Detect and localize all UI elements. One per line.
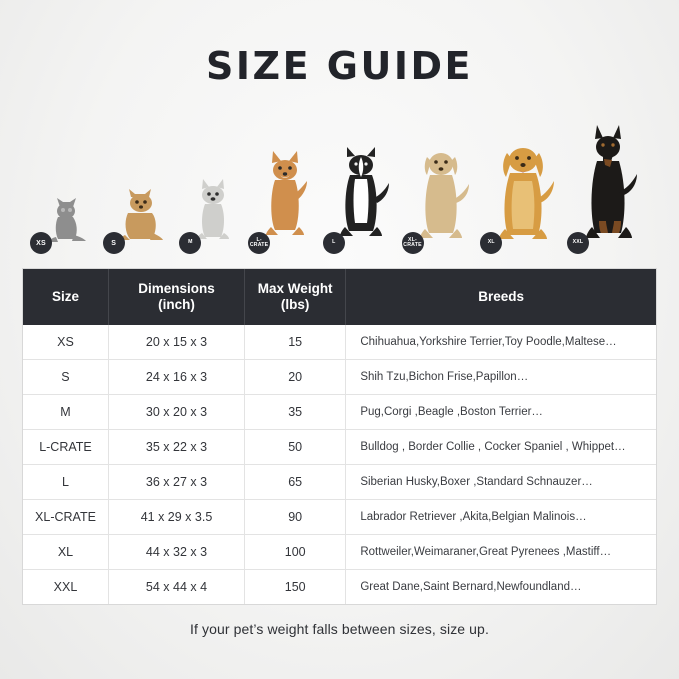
badge-xs: XS: [30, 232, 52, 254]
table-row: [23, 360, 656, 395]
header-weight-line1: Max Weight: [257, 281, 333, 296]
cell-dimensions: 20 x 15 x 3: [108, 325, 244, 360]
cell-weight: 15: [245, 325, 346, 360]
cell-weight: 65: [245, 465, 346, 500]
pet-silhouette-row: [18, 110, 661, 250]
badge-l: L: [323, 232, 345, 254]
table-header: [23, 269, 656, 325]
cell-breeds: Shih Tzu,Bichon Frise,Papillon…: [346, 360, 656, 395]
header-max-weight: [245, 269, 346, 325]
cell-size: XL: [23, 535, 108, 570]
table-row: [23, 325, 656, 360]
cell-weight: 150: [245, 570, 346, 605]
cell-dimensions: 44 x 32 x 3: [108, 535, 244, 570]
cell-dimensions: 54 x 44 x 4: [108, 570, 244, 605]
table-row: [23, 570, 656, 605]
cell-size: XL-CRATE: [23, 500, 108, 535]
french-bulldog-silhouette: [189, 177, 237, 250]
cell-breeds: Chihuahua,Yorkshire Terrier,Toy Poodle,Maltese…: [346, 325, 656, 360]
size-table: [23, 269, 656, 604]
footnote: If your pet’s weight falls between sizes, size up.: [190, 621, 489, 638]
cell-breeds: Labrador Retriever ,Akita,Belgian Malinois…: [346, 500, 656, 535]
table-row: [23, 465, 656, 500]
header-dimensions-line1: Dimensions: [138, 281, 215, 296]
cell-weight: 50: [245, 430, 346, 465]
pet-xl-crate: [403, 143, 470, 250]
cell-size: M: [23, 395, 108, 430]
size-table-wrapper: [22, 268, 657, 605]
cell-breeds: Great Dane,Saint Bernard,Newfoundland…: [346, 570, 656, 605]
header-size: Size: [23, 269, 108, 325]
pet-s: [113, 183, 169, 250]
cell-size: L-CRATE: [23, 430, 108, 465]
table-header-row: [23, 269, 656, 325]
badge-s: S: [103, 232, 125, 254]
table-body: [23, 325, 656, 604]
badge-xl: XL: [480, 232, 502, 254]
cell-weight: 90: [245, 500, 346, 535]
shiba-inu-silhouette: [249, 149, 312, 250]
badge-m: M: [179, 232, 201, 254]
table-row: [23, 395, 656, 430]
cell-size: L: [23, 465, 108, 500]
table-row: [23, 535, 656, 570]
cell-dimensions: 30 x 20 x 3: [108, 395, 244, 430]
pet-xxl: [572, 125, 639, 250]
labrador-silhouette: [403, 143, 470, 250]
cell-dimensions: 36 x 27 x 3: [108, 465, 244, 500]
cell-weight: 35: [245, 395, 346, 430]
cell-breeds: Rottweiler,Weimaraner,Great Pyrenees ,Mastiff…: [346, 535, 656, 570]
border-collie-silhouette: [333, 145, 391, 250]
table-row: [23, 430, 656, 465]
cat-silhouette: [36, 191, 92, 250]
badge-l-crate: L-CRATE: [248, 232, 270, 254]
doberman-silhouette: [572, 125, 639, 250]
cell-weight: 20: [245, 360, 346, 395]
cell-dimensions: 35 x 22 x 3: [108, 430, 244, 465]
pomeranian-silhouette: [113, 183, 169, 250]
cell-size: S: [23, 360, 108, 395]
header-dimensions-line2: (inch): [158, 297, 195, 313]
cell-breeds: Bulldog , Border Collie , Cocker Spaniel , Whippet…: [346, 430, 656, 465]
table-row: [23, 500, 656, 535]
cell-breeds: Pug,Corgi ,Beagle ,Boston Terrier…: [346, 395, 656, 430]
golden-retriever-silhouette: [487, 137, 556, 250]
pet-l: [333, 145, 391, 250]
header-breeds: Breeds: [346, 269, 656, 325]
pet-xs: [36, 191, 92, 250]
header-dimensions: [108, 269, 244, 325]
cell-dimensions: 41 x 29 x 3.5: [108, 500, 244, 535]
cell-weight: 100: [245, 535, 346, 570]
pet-l-crate: [249, 149, 312, 250]
cell-breeds: Siberian Husky,Boxer ,Standard Schnauzer…: [346, 465, 656, 500]
page-title: SIZE GUIDE: [206, 44, 473, 88]
badge-xxl: XXL: [567, 232, 589, 254]
cell-dimensions: 24 x 16 x 3: [108, 360, 244, 395]
pet-xl: [487, 137, 556, 250]
cell-size: XS: [23, 325, 108, 360]
badge-xl-crate: XL-CRATE: [402, 232, 424, 254]
cell-size: XXL: [23, 570, 108, 605]
pet-m: [189, 177, 237, 250]
header-weight-line2: (lbs): [280, 297, 310, 313]
